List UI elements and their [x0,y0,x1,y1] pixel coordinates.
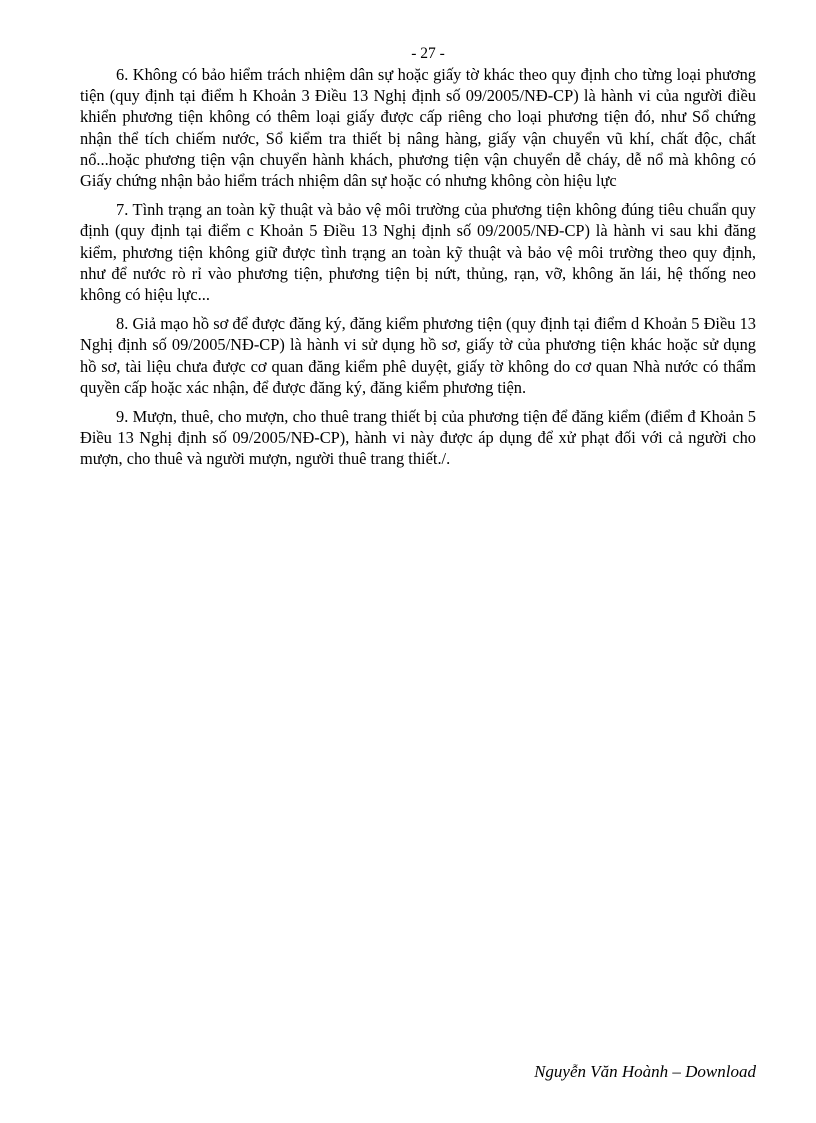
paragraph-6: 6. Không có bảo hiểm trách nhiệm dân sự hoặc giấy tờ khác theo quy định cho từng loại phương tiện (quy định tại điểm h Khoản 3 Điều 13 Nghị định số 09/2005/NĐ-CP) là hành vi của người điều khiển phương tiện không có thêm loại giấy được cấp riêng cho loại phương tiện đó, như Sổ chứng nhận thể tích chiếm nước, Sổ kiểm tra thiết bị nâng hàng, giấy vận chuyển vũ khí, chất độc, chất nổ...hoặc phương tiện vận chuyển hành khách, phương tiện vận chuyển dễ cháy, dễ nổ mà không có Giấy chứng nhận bảo hiểm trách nhiệm dân sự hoặc có nhưng không còn hiệu lực [80,65,756,191]
paragraph-9: 9. Mượn, thuê, cho mượn, cho thuê trang thiết bị của phương tiện để đăng kiểm (điểm đ Khoản 5 Điều 13 Nghị định số 09/2005/NĐ-CP), hành vi này được áp dụng để xử phạt đối với cả người cho mượn, cho thuê và người mượn, người thuê trang thiết./. [80,407,756,469]
paragraph-7: 7. Tình trạng an toàn kỹ thuật và bảo vệ môi trường của phương tiện không đúng tiêu chuẩn quy định (quy định tại điểm c Khoản 5 Điều 13 Nghị định số 09/2005/NĐ-CP) là hành vi sau khi đăng kiểm, phương tiện không giữ được tình trạng an toàn kỹ thuật và bảo vệ môi trường theo quy định, như để nước rò rỉ vào phương tiện, phương tiện bị nứt, thủng, rạn, vỡ, không ăn lái, hệ thống neo không có hiệu lực... [80,200,756,305]
page-number: - 27 - [411,45,445,62]
page-footer: Nguyễn Văn Hoành – Download [534,1062,756,1081]
document-page [80,44,756,478]
paragraph-8: 8. Giả mạo hồ sơ để được đăng ký, đăng kiểm phương tiện (quy định tại điểm d Khoản 5 Điều 13 Nghị định số 09/2005/NĐ-CP) là hành vi sử dụng hồ sơ, giấy tờ của phương tiện khác hoặc sử dụng hồ sơ, tài liệu chưa được cơ quan đăng kiểm phê duyệt, giấy tờ không do cơ quan Nhà nước có thẩm quyền cấp hoặc xác nhận, để được đăng ký, đăng kiểm phương tiện. [80,314,756,397]
